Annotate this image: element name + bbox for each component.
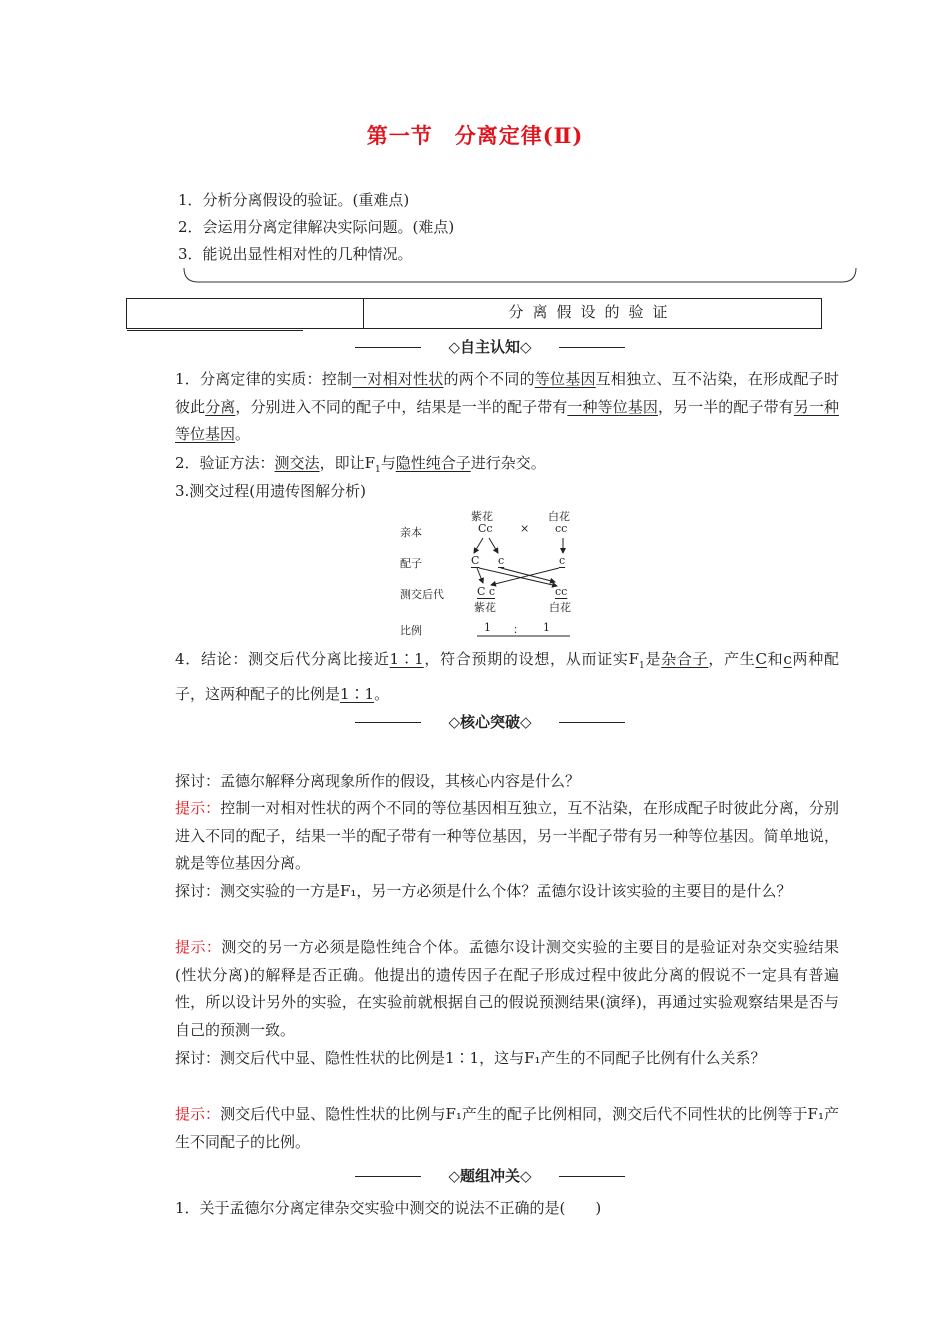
learning-goal-1: 1．分析分离假设的验证。(重难点) <box>178 191 410 209</box>
paragraph-process: 3.测交过程(用遗传图解分析) <box>175 482 367 500</box>
parent-label: 亲本 <box>400 526 422 539</box>
offspring-phenotype-2: 白花 <box>549 601 571 614</box>
offspring-genotype-2: cc <box>555 585 568 598</box>
hint-label: 提示： <box>175 1105 221 1123</box>
offspring-genotype-1: C c <box>477 585 496 598</box>
gamete-c: c <box>498 554 505 567</box>
discussion-3-answer: 提示：测交后代中显、隐性性状的比例与F₁产生的配子比例相同，测交后代不同性状的比例等于F₁产生不同配子的比例。 <box>175 1105 839 1151</box>
page-title: 第一节 分离定律(Ⅱ) <box>366 123 584 148</box>
purple-label: 紫花 <box>471 510 493 523</box>
white-label: 白花 <box>548 510 570 523</box>
ratio-value-2: 1 <box>543 621 550 634</box>
testcross-diagram <box>395 506 585 641</box>
parent-genotype-dominant: Cc <box>478 522 493 535</box>
cross-symbol: × <box>520 522 530 535</box>
discussion-3-question: 探讨：测交后代中显、隐性性状的比例是1∶1，这与F₁产生的不同配子比例有什么关系？ <box>175 1049 766 1067</box>
ratio-value-1: 1 <box>484 621 491 634</box>
learning-goal-3: 3．能说出显性相对性的几种情况。 <box>178 245 413 263</box>
offspring-phenotype-1: 紫花 <box>474 601 496 614</box>
hint-label: 提示： <box>175 799 221 817</box>
parent-genotype-recessive: cc <box>555 522 568 535</box>
discussion-1-answer: 提示：控制一对相对性状的两个不同的等位基因相互独立，互不沾染，在形成配子时彼此分离，分别进入不同的配子，结果一半的配子带有一种等位基因，另一半配子带有另一种等位基因。简单地说，就是等位基因分离。 <box>175 799 839 872</box>
ratio-label: 比例 <box>400 624 422 637</box>
section-heading: 分离假设的验证 <box>508 303 677 321</box>
exercise-question-1: 1．关于孟德尔分离定律杂交实验中测交的说法不正确的是( ) <box>175 1199 602 1217</box>
hint-label: 提示： <box>175 938 222 956</box>
learning-goal-2: 2．会运用分离定律解决实际问题。(难点) <box>178 218 455 236</box>
section-divider-core: ◇核心突破◇ <box>355 710 625 734</box>
section-divider-exercises: ◇题组冲关◇ <box>355 1164 625 1188</box>
offspring-label: 测交后代 <box>400 588 444 601</box>
paragraph-method: 2．验证方法：测交法，即让$F_1$与隐性纯合子进行杂交。 <box>175 454 546 475</box>
section-heading-table <box>126 298 822 329</box>
goals-bracket <box>178 266 862 290</box>
gamete-label: 配子 <box>400 557 422 570</box>
gamete-c-recessive: c <box>559 554 566 567</box>
paragraph-essence: 1．分离定律的实质：控制一对相对性状的两个不同的等位基因互相独立、互不沾染，在形成配子时彼此分离，分别进入不同的配子中，结果是一半的配子带有一种等位基因，另一半的配子带有另一种等位基因。 <box>175 370 839 443</box>
gamete-C: C <box>471 554 480 567</box>
discussion-1-question: 探讨：孟德尔解释分离现象所作的假设，其核心内容是什么？ <box>175 772 581 790</box>
discussion-2-answer: 提示：测交的另一方必须是隐性纯合个体。孟德尔设计测交实验的主要目的是验证对杂交实验结果(性状分离)的解释是否正确。他提出的遗传因子在配子形成过程中彼此分离的假说不一定具有普遍性，所以设计另外的实验，在实验前就根据自己的假说预测结果(演绎)，再通过实验观察结果是否与自己的预测一致。 <box>175 938 839 1039</box>
ratio-colon: ： <box>513 623 524 636</box>
section-divider-self-study: ◇自主认知◇ <box>355 335 625 359</box>
paragraph-conclusion: 4．结论：测交后代分离比接近1∶1，符合预期的设想，从而证实$F_1$是杂合子，产生C和c两种配子，这两种配子的比例是1∶1。 <box>175 650 839 703</box>
discussion-2-question: 探讨：测交实验的一方是F₁，另一方必须是什么个体？孟德尔设计该实验的主要目的是什么？ <box>175 882 792 900</box>
